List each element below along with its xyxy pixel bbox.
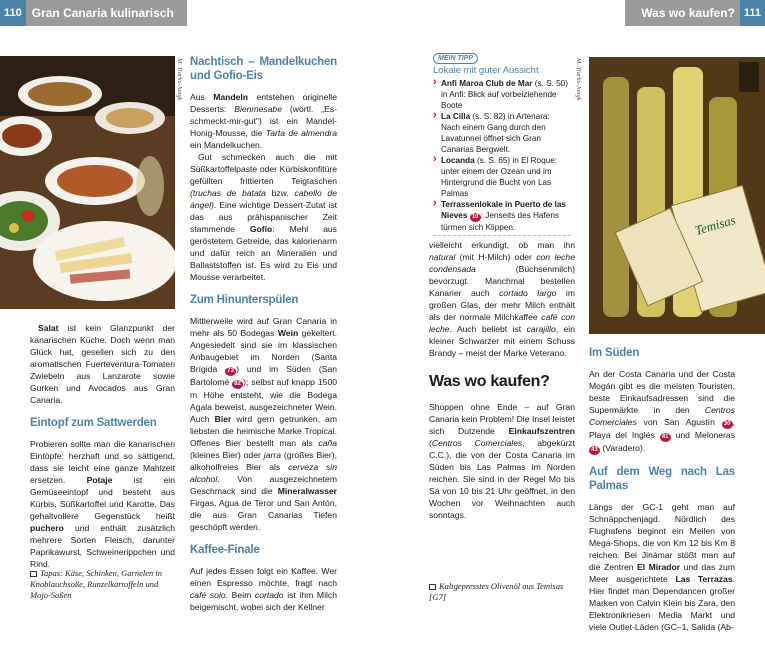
cortado-term: cortado <box>254 590 284 600</box>
photo-caption-left <box>30 568 175 601</box>
mirador-term: El Mirador <box>637 562 681 572</box>
cafe-leche-term: café con leche <box>429 312 575 334</box>
text-span: (mit H-Milch) oder <box>455 252 537 262</box>
heading-was-wo-kaufen: Was wo kaufen? <box>429 373 550 390</box>
mandel-paragraph <box>190 91 337 151</box>
text-span: . Eine wichtige Dessert-Zutat ist das aus prähispanischer Zeit stammende <box>190 200 337 234</box>
centros-term: Centros Comerciales <box>589 405 735 427</box>
text-span: entstehen originelle Desserts: <box>190 92 337 114</box>
tapas-illustration <box>0 56 175 309</box>
text-span: : Mehl aus geröstetem Getreide, das kalorienarm und dafür reich an Mineralien und Ballaststoffen ist. Es wird zu Eis und Mousse verarbeitet. <box>190 224 337 282</box>
kaffee-paragraph <box>190 565 337 613</box>
bienmesabe-term: Bienmesabe <box>234 104 282 114</box>
jarra-term: jarra <box>263 450 281 460</box>
text-span: (Büchsenmilch) bevorzugt. Manchmal bestellen Kanarier auch <box>429 264 575 298</box>
text-span: , Playa del Inglés <box>589 417 735 440</box>
einkaufszentren-term: Einkaufszentren <box>508 426 575 436</box>
column-3 <box>429 239 575 521</box>
map-marker-badge[interactable]: 82 <box>232 380 243 389</box>
text-span: Gut schmecken auch die mit Süßkartoffelpaste oder Kürbiskonfitüre gefüllten frittierten Teigtaschen <box>190 152 337 186</box>
con-leche-term: con leche condensada <box>429 252 575 274</box>
map-marker-badge[interactable]: 30 <box>722 420 733 429</box>
text-span: ist ein Gemüseeintopf und besteht aus Kürbis, Süßkartoffel und Karotte. Das gehaltvollere Gegenstück heißt <box>30 475 175 521</box>
tip-item <box>433 199 571 233</box>
text-span: ); selbst auf knapp 1500 m Höhe entsteht, wie die Bodega Agala beweist, ausgezeichneter Wein. Auch <box>190 377 338 424</box>
column-4 <box>589 346 735 633</box>
las-palmas-paragraph <box>589 501 735 633</box>
text-span: An der Costa Canaria und der Costa Mogán gibt es die meisten Touristen, beste Einkaufsadressen sind die Supermärkte in den <box>589 369 735 415</box>
photo-credit-right: M. Tiarks-Jungk <box>575 58 582 101</box>
natural-term: natural <box>429 252 456 262</box>
text-span: (kleines Bier) oder <box>190 450 264 460</box>
tip-item <box>433 111 571 155</box>
mineralwasser-term: Mineralwasser <box>277 486 337 496</box>
tip-item-desc: unter einem der Ozean und im Hintergrund die Bucht von Las Palmas <box>441 167 552 198</box>
text-span: , ein kleiner Schwarzer mit einem Schuss Brandy – meist der Marke Veterano. <box>429 324 575 358</box>
text-span: ) und im Süden (San Bartolomé <box>190 364 337 387</box>
text-span: . Von ausgezeichnetem Geschmack sind die <box>190 474 337 496</box>
text-span: und das zum Meer ausgerichtete <box>589 562 735 584</box>
salat-paragraph <box>30 322 175 406</box>
running-header-left <box>0 0 187 26</box>
gofio-term: Gofio <box>249 224 273 234</box>
tip-divider <box>433 235 571 236</box>
gofio-paragraph <box>190 151 337 283</box>
tip-item-ref: (s. S. 65) in El Roque: <box>474 156 558 165</box>
text-span: ein Mandelkuchen. <box>190 140 263 150</box>
mein-tipp-box <box>433 52 571 236</box>
tarta-term: Tarta de almendra <box>265 128 337 138</box>
cerveza-term: cerveza sin alcohol <box>190 462 337 484</box>
text-span: Längs der GC-1 geht man auf Schnäppchenjagd. Nördlich des Flughafens beginnt ein Meilen von Mega-Shops, die von Km 12 bis Km 8 reichen. Bei Jinámar stößt man auf die Zentren <box>589 502 735 572</box>
tip-item <box>433 155 571 199</box>
tip-item <box>433 78 571 111</box>
map-marker-badge[interactable]: 43 <box>589 446 600 455</box>
shoppen-paragraph <box>429 401 575 521</box>
truchas-term: (truchas de batata <box>190 188 266 198</box>
salat-text: ist kein Glanzpunkt der kanarischen Küche. Doch wenn man Glück hat, gesellen sich zu den aromatischen Fuerteventura-Tomaten Zwiebeln aus Lanzarote sowie Gurken und Avocados aus Gran Canaria. <box>30 323 175 405</box>
photo-credit-left: M. Tiarks-Jungk <box>176 58 183 101</box>
tip-item-desc: : Jenseits des Hafens türmen sich Klippen. <box>441 211 559 232</box>
tip-item-ref: (s. S. 82) in Artenara: <box>470 112 550 121</box>
tip-title: Lokale mit guter Aussicht <box>433 65 539 76</box>
chapter-title-left: Gran Canaria kulinarisch <box>31 6 174 20</box>
cabello-term: cabello de ángel) <box>190 188 337 210</box>
map-marker-badge[interactable]: 10 <box>470 213 481 222</box>
tip-item-name: Anfi Maroa Club de Mar <box>441 79 533 88</box>
tip-item-desc: Nach einem Gang durch den Lavatunnel öffnet sich Gran Canarias Bergwelt. <box>441 123 546 154</box>
mein-tipp-badge: MEIN TIPP <box>433 53 478 64</box>
caption-text: Kaltgepresstes Olivenöl aus Temisas [G7] <box>429 581 564 602</box>
text-span: . Hier findet man Dependancen großer Marken von Calvin Klein bis Zara, den Elektronikriesen Media Markt und viele Outlet-Läden (GC–1, Salida (Ab- <box>589 574 735 632</box>
puchero-term: puchero <box>30 523 64 533</box>
page-number-left: 110 <box>0 0 26 26</box>
cafe-solo-term: café solo <box>190 590 226 600</box>
text-span: Firgas, Agua de Teror und San Antón, die aus Gran Canarias Tiefen geschöpft werden. <box>190 498 337 532</box>
text-span: (Varadero). <box>600 443 646 453</box>
text-span: . Auch beliebt ist <box>449 324 527 334</box>
text-span: Aus <box>190 92 214 102</box>
running-header-right <box>625 0 765 26</box>
map-marker-badge[interactable]: 73 <box>225 367 236 376</box>
text-span: Auf jedes Essen folgt ein Kaffee. Wer einen Espresso möchte, fragt nach <box>190 566 337 588</box>
text-span: ( <box>429 438 432 448</box>
terrazas-term: Las Terrazas <box>675 574 733 584</box>
text-span: und enthält zusätzlich mehrere Sorten Fleisch, darunter Paprikawurst, Schweinerippchen und Rind. <box>30 523 175 569</box>
olive-oil-photo <box>589 57 765 334</box>
sueden-paragraph <box>589 368 735 455</box>
photo-caption-right <box>429 581 575 603</box>
text-span: Mittlerweile wird auf Gran Canaria in mehr als 50 Bodegas <box>190 316 337 338</box>
svg-text:Temisas: Temisas <box>693 212 738 238</box>
text-span: (wörtl. „Es-schmeckt-mir-gut") ist ein Mandel-Honig-Mousse, die <box>190 104 337 138</box>
tip-item-name: Terrassenlokale in Puerto de las Nieves <box>441 200 566 220</box>
kaffee-continued-paragraph <box>429 239 575 359</box>
tip-item-ref: (s. S. 50) <box>532 79 568 88</box>
eintopf-paragraph <box>30 438 175 570</box>
text-span: . Beim <box>225 590 255 600</box>
text-span: , abgekürzt C.C.), die von der Costa Canaria im Süden bis Las Palmas im Norden reichen. Sie sind in der Regel Mo bis Sa von 10 bis 21 Uhr geöffnet, in den Wochen vor Weihnachten auch sonntags. <box>429 438 575 520</box>
text-span: gekeltert. Angesiedelt sind sie im klassischen Anbaugebiet im Norden (Santa Brígida <box>190 328 337 374</box>
heading-eintopf: Eintopf zum Sattwerden <box>30 417 157 429</box>
salat-term: Salat <box>38 323 59 333</box>
text-span: vielleicht erkundigt, ob man ihn <box>429 240 575 250</box>
tapas-photo <box>0 56 175 309</box>
cana-term: caña <box>318 438 337 448</box>
tip-item-name: La Cilla <box>441 112 471 121</box>
page-number-right: 111 <box>740 0 765 26</box>
heading-kaffee: Kaffee-Finale <box>190 544 260 556</box>
wein-term: Wein <box>277 328 299 338</box>
tip-item-name: Locanda <box>441 156 475 165</box>
camera-icon <box>429 584 436 590</box>
potaje-term: Potaje <box>86 475 113 485</box>
getraenke-paragraph <box>190 315 337 533</box>
text-span: Shoppen ohne Ende – auf Gran Canaria kein Problem! Die Insel leistet sich Dutzende <box>429 402 575 436</box>
text-span: (großes Bier), alkoholfreies Bier als <box>190 450 337 472</box>
camera-icon <box>30 571 37 577</box>
text-span: bzw. <box>265 188 295 198</box>
heading-las-palmas: Auf dem Weg nach Las Palmas <box>589 466 735 492</box>
mandeln-term: Mandeln <box>213 92 249 102</box>
centros-term: Centros Comerciales <box>431 438 523 448</box>
olive-oil-illustration <box>589 57 765 334</box>
carajillo-term: carajillo <box>526 324 556 334</box>
chapter-title-right: Was wo kaufen? <box>641 6 735 20</box>
column-1 <box>30 322 175 570</box>
caption-text: Tapas: Käse, Schinken, Garnelen in Knoblauchsoße, Runzelkartoffeln und Mojo-Soßen <box>30 568 162 600</box>
bier-term: Bier <box>214 414 232 424</box>
cortado-largo-term: cortado largo <box>499 288 557 298</box>
text-span: Probieren sollte man die kanarischen Eintöpfe: herzhaft und so sättigend, dass sie leicht eine ganze Mahlzeit ersetzen. <box>30 439 175 485</box>
heading-hinunterspuelen: Zum Hinunterspülen <box>190 294 299 306</box>
text-span: ist ihm Milch beigemischt, wobei sich der Kellner <box>190 590 337 612</box>
heading-im-sueden: Im Süden <box>589 347 640 359</box>
tip-item-desc: in Anfi: Blick auf vorbeiziehende Boote <box>441 90 557 110</box>
text-span: wird gern getrunken, am liebsten die heimische Marke Tropical. Offenes Bier bestellt man als <box>190 414 337 448</box>
map-marker-badge[interactable]: 41 <box>660 433 671 442</box>
column-2 <box>190 55 337 613</box>
heading-nachtisch: Nachtisch – Mandelkuchen und Gofio-Eis <box>190 56 337 82</box>
text-span: und Meloneras <box>670 430 735 440</box>
text-span: von San Agustín <box>636 417 722 427</box>
text-span: im großen Glas, der mehr Milch enthält als der normale Milchkaffee <box>429 288 575 322</box>
